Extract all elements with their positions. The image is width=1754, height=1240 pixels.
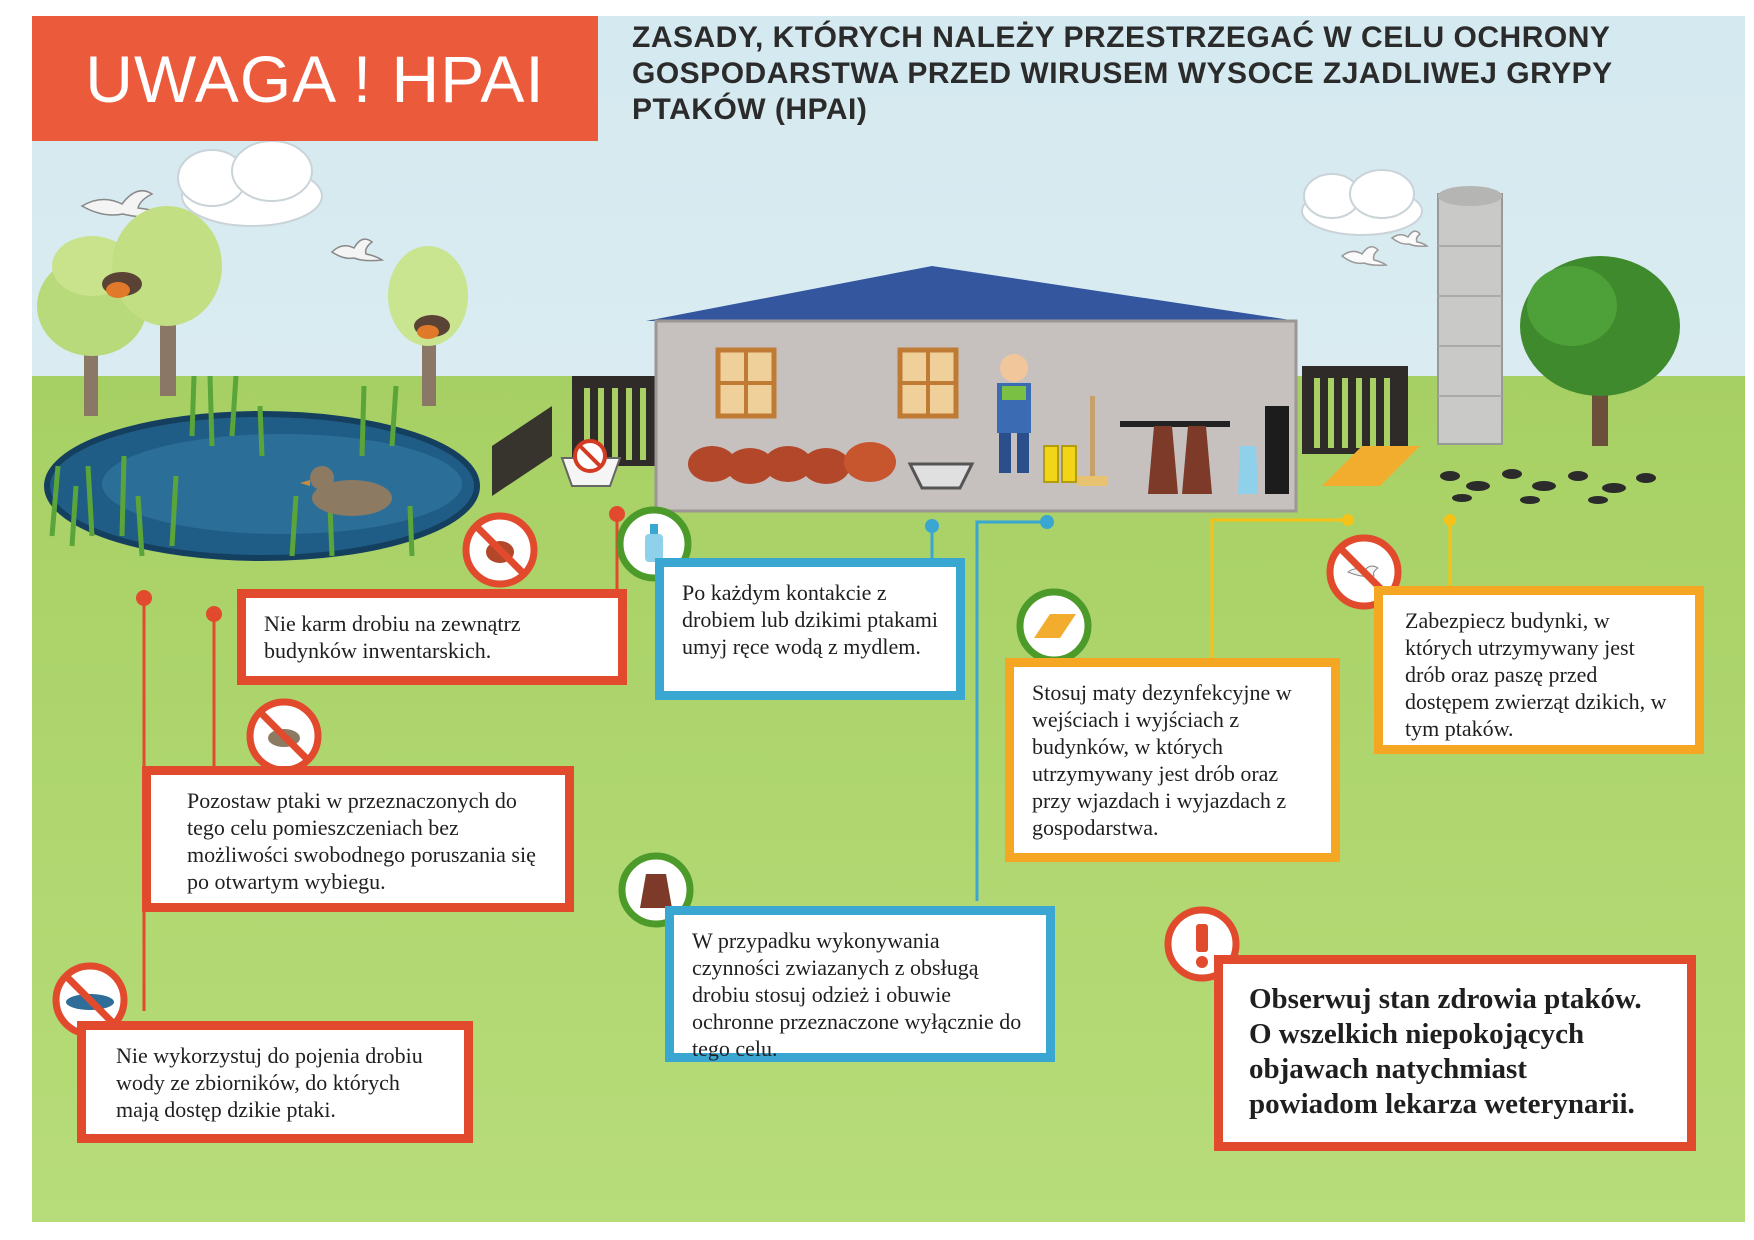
fence [1302,366,1408,454]
rule-text: Stosuj maty dezynfekcyjne w wejściach i wyjściach z budynków, w których utrzymywany jest drób oraz przy wjazdach i wyjazdach z gospodarstwa. [1032,680,1292,840]
rule-text: Pozostaw ptaki w przeznaczonych do tego celu pomieszczeniach bez możliwości swobodnego poruszania się po otwartym wybiegu. [187,788,536,894]
warning-banner [32,16,598,141]
rule-text: Zabezpiecz budynki, w których utrzymywany jest drób oraz paszę przed dostępem zwierząt dzikich, w tym ptaków. [1405,608,1667,741]
cloud-icon [1302,170,1422,235]
rule-text: W przypadku wykonywania czynności zwiazanych z obsługą drobiu stosuj odzież i obuwie ochronne przeznaczone wyłącznie do tego celu. [692,928,1022,1061]
rule-card-secure-buildings [1374,586,1704,754]
warning-title: UWAGA ! HPAI [85,41,545,116]
rule-card-observe [1214,955,1696,1151]
cloud-icon [178,141,322,226]
rule-card-mats [1005,658,1340,862]
hens-icon [688,442,896,484]
no-wild-bird-icon [250,702,318,770]
rule-card-protective-clothing [665,906,1055,1062]
rule-card-feed-inside [237,589,627,685]
no-feeding-icon [466,516,534,584]
rule-text: Nie karm drobiu na zewnątrz budynków inwentarskich. [264,611,521,663]
rule-card-wash-hands [655,558,965,700]
page-title: ZASADY, KTÓRYCH NALEŻY PRZESTRZEGAĆ W CELU OCHRONY GOSPODARSTWA PRZED WIRUSEM WYSOCE ZJADLIWEJ GRYPY PTAKÓW (HPAI) [632,21,1613,126]
rule-card-water [77,1021,473,1143]
disinfection-mat-icon [1020,592,1088,660]
rule-text: Po każdym kontakcie z drobiem lub dzikimi ptakami umyj ręce wodą z mydlem. [682,580,939,659]
silo [1438,186,1502,444]
rule-text: Obserwuj stan zdrowia ptaków. O wszelkich niepokojących objawach natychmiast powiadom lekarza weterynarii. [1249,983,1642,1120]
rule-card-keep-birds [142,766,574,912]
rule-text: Nie wykorzystuj do pojenia drobiu wody ze zbiorników, do których mają dostęp dzikie ptaki. [116,1043,423,1122]
